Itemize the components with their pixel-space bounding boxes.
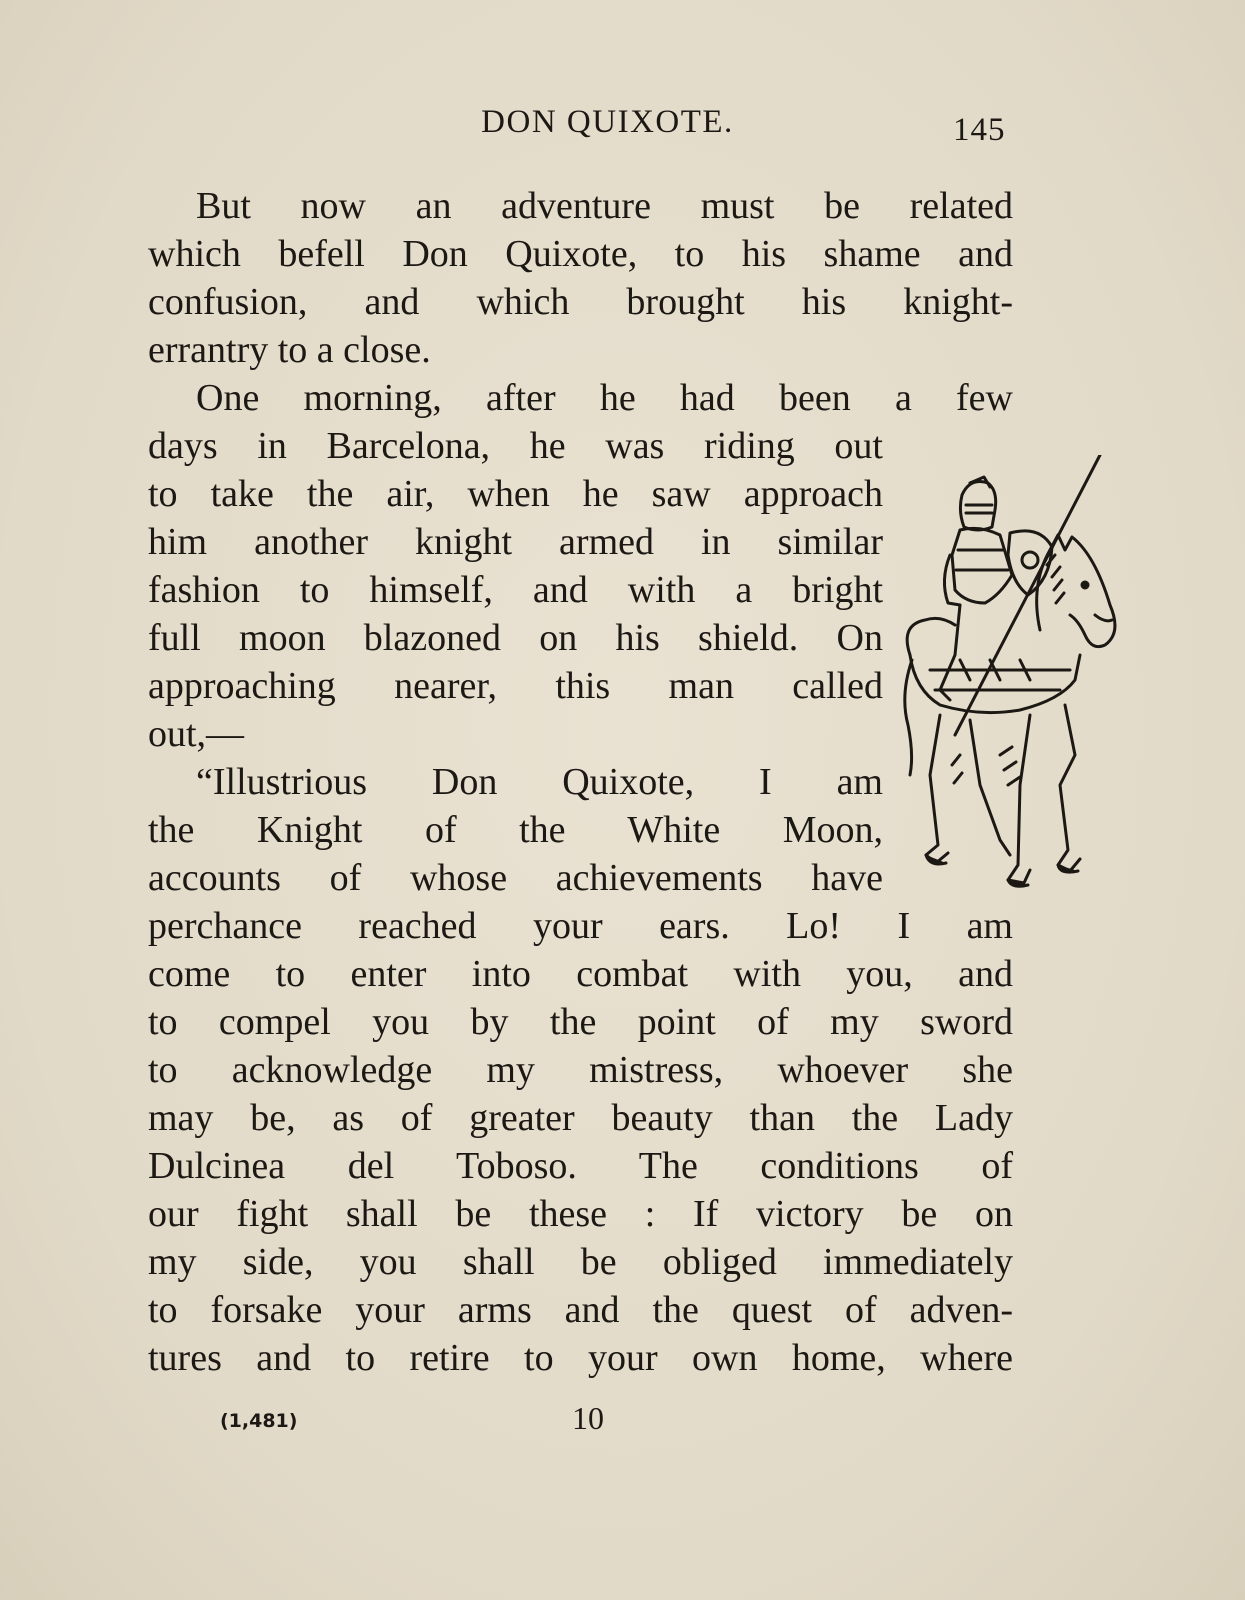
text-line: out,—: [148, 713, 245, 755]
text-line: to forsake your arms and the quest of adven-: [148, 1289, 1013, 1331]
text-line: the Knight of the White Moon,: [148, 809, 883, 851]
text-line: to acknowledge my mistress, whoever she: [148, 1049, 1013, 1091]
knight-on-horseback-illustration: [900, 455, 1155, 915]
text-line: confusion, and which brought his knight-: [148, 281, 1013, 323]
text-line: which befell Don Quixote, to his shame and: [148, 233, 1013, 275]
text-line: “Illustrious Don Quixote, I am: [196, 761, 883, 803]
page-number: 145: [953, 112, 1006, 148]
text-line: errantry to a close.: [148, 329, 431, 371]
printer-signature: (1,481): [220, 1410, 298, 1432]
text-line: tures and to retire to your own home, where: [148, 1337, 1013, 1379]
text-line: perchance reached your ears. Lo! I am: [148, 905, 1013, 947]
text-line: to compel you by the point of my sword: [148, 1001, 1013, 1043]
text-line: days in Barcelona, he was riding out: [148, 425, 883, 467]
text-line: accounts of whose achievements have: [148, 857, 883, 899]
sheet-number: 10: [572, 1400, 604, 1436]
text-line: fashion to himself, and with a bright: [148, 569, 883, 611]
text-line: But now an adventure must be related: [196, 185, 1013, 227]
text-line: my side, you shall be obliged immediately: [148, 1241, 1013, 1283]
text-line: approaching nearer, this man called: [148, 665, 883, 707]
text-line: full moon blazoned on his shield. On: [148, 617, 883, 659]
text-line: may be, as of greater beauty than the Lady: [148, 1097, 1013, 1139]
running-head: DON QUIXOTE.: [481, 104, 734, 140]
text-line: to take the air, when he saw approach: [148, 473, 883, 515]
text-line: Dulcinea del Toboso. The conditions of: [148, 1145, 1013, 1187]
text-line: come to enter into combat with you, and: [148, 953, 1013, 995]
text-line: our fight shall be these : If victory be on: [148, 1193, 1013, 1235]
text-line: One morning, after he had been a few: [196, 377, 1013, 419]
text-line: him another knight armed in similar: [148, 521, 883, 563]
